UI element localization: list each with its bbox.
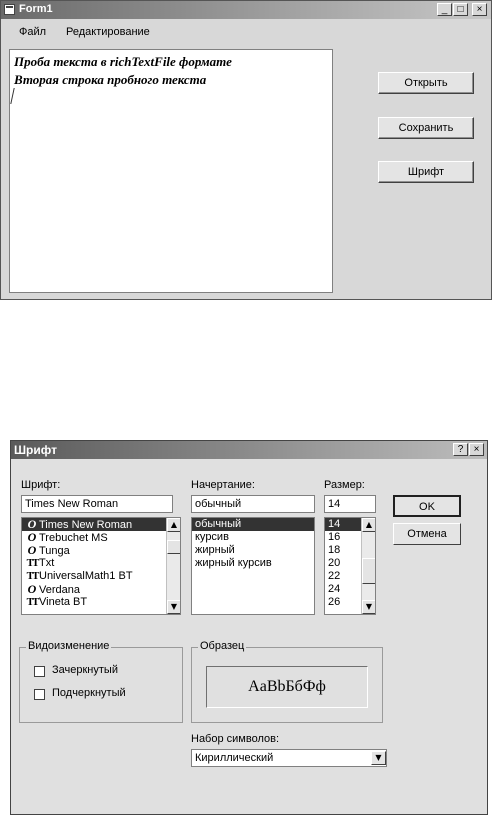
sample-group bbox=[191, 640, 383, 723]
menu-bar bbox=[1, 22, 491, 42]
ok-button-label: OK bbox=[419, 501, 435, 513]
font-list-item-label: Verdana bbox=[39, 584, 80, 596]
sample-preview: AaBbБбФф bbox=[206, 666, 368, 708]
size-list-item[interactable]: 16 bbox=[328, 531, 341, 543]
style-list-item[interactable]: курсив bbox=[195, 531, 229, 543]
style-list-item[interactable]: жирный курсив bbox=[195, 557, 272, 569]
rich-text-box[interactable] bbox=[9, 49, 333, 293]
charset-value: Кириллический bbox=[195, 752, 274, 764]
size-input[interactable]: 14 bbox=[324, 495, 376, 513]
font-list-item-label: Txt bbox=[39, 557, 55, 569]
opentype-icon: O bbox=[27, 543, 37, 557]
form1-title: Form1 bbox=[19, 3, 53, 15]
charset-label: Набор символов: bbox=[191, 733, 280, 745]
font-list bbox=[22, 518, 180, 609]
open-button[interactable] bbox=[378, 72, 474, 94]
scroll-up-icon[interactable]: ▲ bbox=[362, 518, 376, 532]
app-icon bbox=[4, 4, 15, 15]
font-list-item-label: Tunga bbox=[39, 545, 70, 557]
size-list-item[interactable]: 22 bbox=[328, 570, 341, 582]
minimize-button[interactable]: _ bbox=[437, 3, 452, 16]
opentype-icon: O bbox=[27, 582, 37, 596]
size-list-item[interactable]: 20 bbox=[328, 557, 341, 569]
font-list-item[interactable] bbox=[22, 596, 180, 609]
underline-checkbox[interactable] bbox=[34, 689, 45, 700]
scroll-thumb[interactable] bbox=[167, 540, 181, 554]
cancel-button[interactable] bbox=[393, 523, 461, 545]
font-list-item-label: Vineta BT bbox=[39, 596, 88, 608]
size-list-scrollbar[interactable] bbox=[361, 518, 375, 614]
dropdown-arrow-icon[interactable]: ▼ bbox=[371, 751, 386, 765]
font-dialog bbox=[10, 440, 488, 815]
font-list-item-label: Trebuchet MS bbox=[39, 532, 108, 544]
style-list-item[interactable]: обычный bbox=[192, 518, 314, 531]
underline-label[interactable]: Подчеркнутый bbox=[52, 687, 126, 699]
size-listbox[interactable] bbox=[324, 517, 376, 615]
font-list-item[interactable] bbox=[22, 544, 180, 557]
font-list-item[interactable] bbox=[22, 531, 180, 544]
font-label: Шрифт: bbox=[21, 479, 61, 491]
menu-edit[interactable]: Редактирование bbox=[66, 26, 150, 38]
font-list-item[interactable] bbox=[22, 518, 180, 531]
font-list-item-label: UniversalMath1 BT bbox=[39, 570, 133, 582]
font-dialog-title-bar[interactable] bbox=[11, 441, 487, 459]
effects-group bbox=[19, 640, 183, 723]
maximize-button[interactable]: □ bbox=[453, 3, 468, 16]
size-list-item[interactable]: 24 bbox=[328, 583, 341, 595]
size-list-item[interactable]: 26 bbox=[328, 596, 341, 608]
form1-window bbox=[0, 0, 492, 300]
truetype-icon: TT bbox=[26, 596, 38, 608]
scroll-thumb[interactable] bbox=[362, 558, 376, 584]
size-list-item[interactable]: 14 bbox=[325, 518, 361, 531]
scroll-up-icon[interactable]: ▲ bbox=[167, 518, 181, 532]
font-listbox[interactable] bbox=[21, 517, 181, 615]
font-name-input[interactable]: Times New Roman bbox=[21, 495, 173, 513]
opentype-icon: O bbox=[27, 517, 37, 531]
style-label: Начертание: bbox=[191, 479, 255, 491]
scroll-down-icon[interactable]: ▼ bbox=[167, 600, 181, 614]
font-button-label: Шрифт bbox=[407, 166, 445, 178]
help-button[interactable]: ? bbox=[453, 443, 468, 456]
style-input[interactable]: обычный bbox=[191, 495, 315, 513]
font-dialog-title: Шрифт bbox=[14, 443, 57, 457]
style-listbox[interactable] bbox=[191, 517, 315, 615]
style-list-item[interactable]: жирный bbox=[195, 544, 235, 556]
size-list-item[interactable]: 18 bbox=[328, 544, 341, 556]
sample-legend: Образец bbox=[200, 640, 245, 652]
form1-title-bar[interactable] bbox=[1, 1, 491, 19]
close-button[interactable]: × bbox=[472, 3, 487, 16]
charset-combo[interactable] bbox=[191, 749, 387, 767]
font-list-item-label: Times New Roman bbox=[39, 519, 133, 531]
save-button-label: Сохранить bbox=[398, 122, 454, 134]
font-list-item[interactable] bbox=[22, 583, 180, 596]
opentype-icon: O bbox=[27, 530, 37, 544]
menu-file[interactable]: Файл bbox=[19, 26, 47, 38]
text-caret bbox=[10, 88, 14, 104]
truetype-icon: TT bbox=[26, 557, 38, 569]
open-button-label: Открыть bbox=[404, 77, 448, 89]
ok-button[interactable] bbox=[393, 495, 461, 517]
font-button[interactable] bbox=[378, 161, 474, 183]
size-label: Размер: bbox=[324, 479, 365, 491]
font-list-item[interactable] bbox=[22, 557, 180, 570]
effects-legend: Видоизменение bbox=[28, 640, 110, 652]
rich-text-line-2: Вторая строка пробного текста bbox=[14, 72, 207, 87]
style-list bbox=[192, 518, 314, 570]
rich-text-line-1: Проба текста в richTextFile формате bbox=[14, 54, 232, 69]
truetype-icon: TT bbox=[26, 570, 38, 582]
strikeout-label[interactable]: Зачеркнутый bbox=[52, 664, 118, 676]
cancel-button-label: Отмена bbox=[407, 528, 447, 540]
scroll-down-icon[interactable]: ▼ bbox=[362, 600, 376, 614]
font-list-scrollbar[interactable] bbox=[166, 518, 180, 614]
strikeout-checkbox[interactable] bbox=[34, 666, 45, 677]
dialog-close-button[interactable]: × bbox=[469, 443, 484, 456]
save-button[interactable] bbox=[378, 117, 474, 139]
font-list-item[interactable] bbox=[22, 570, 180, 583]
